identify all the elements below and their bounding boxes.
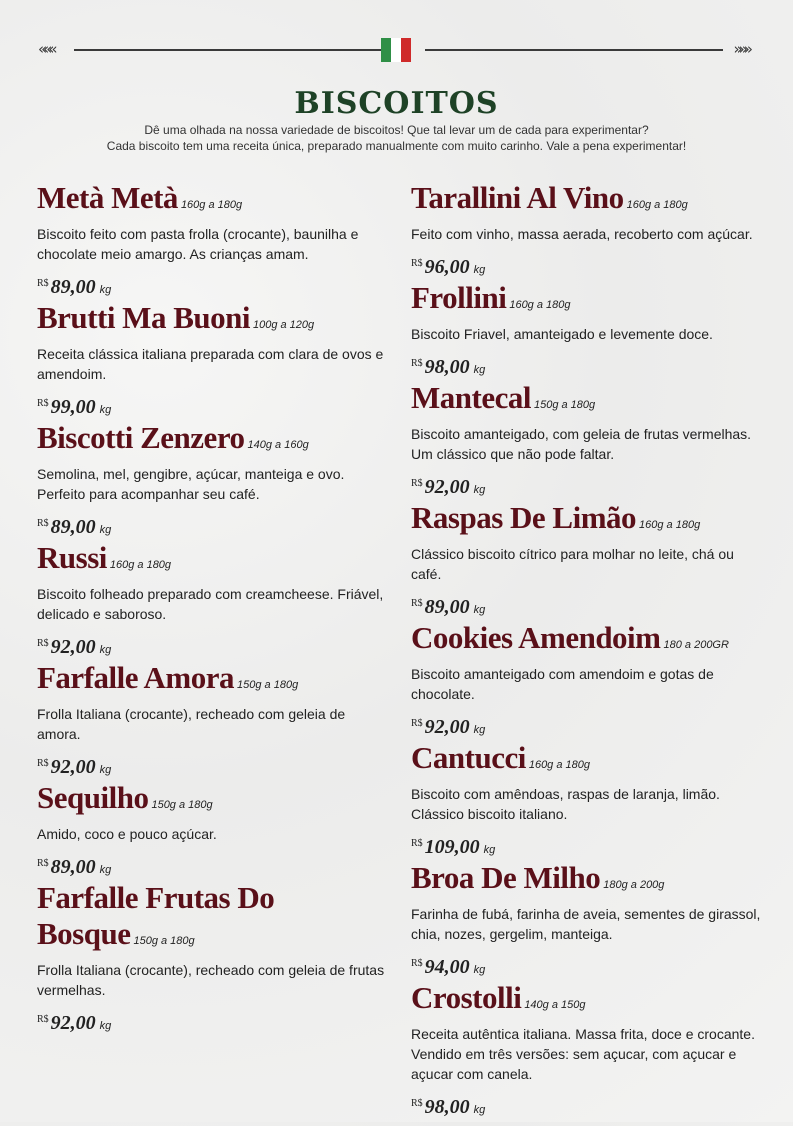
item-description: Biscoito Friavel, amanteigado e levemente doce.: [411, 326, 713, 342]
price-amount: 89,00: [50, 516, 96, 538]
price-amount: 98,00: [424, 1096, 470, 1118]
item-weight: 160g a 180g: [180, 199, 243, 211]
price-unit: kg: [99, 764, 112, 776]
item-name-text: Raspas De Limão: [411, 500, 637, 535]
menu-column-right: [411, 180, 761, 1120]
item-name: [411, 860, 761, 903]
currency-symbol: R$: [37, 638, 49, 649]
item-name: [411, 980, 761, 1023]
flag-red-stripe: [401, 38, 411, 62]
menu-item: [411, 860, 761, 980]
top-divider: [38, 38, 755, 62]
intro-line-2: Cada biscoito tem uma receita única, preparado manualmente com muito carinho. Vale a pena experimentar!: [106, 139, 687, 153]
menu-item: [411, 980, 761, 1120]
arrows-right-icon: »»»: [733, 40, 749, 58]
flag-white-stripe: [391, 38, 401, 62]
price-amount: 98,00: [424, 356, 470, 378]
item-description: Semolina, mel, gengibre, açúcar, manteiga e ovo. Perfeito para acompanhar seu café.: [37, 466, 345, 502]
price-unit: kg: [99, 524, 112, 536]
item-name: [411, 380, 761, 423]
item-price: [411, 828, 761, 860]
item-weight: 180g a 200g: [603, 879, 665, 891]
currency-symbol: R$: [37, 518, 49, 529]
price-unit: kg: [473, 1104, 486, 1116]
item-name-text: Farfalle Frutas Do Bosque: [37, 880, 275, 951]
price-amount: 92,00: [50, 1012, 96, 1034]
currency-symbol: R$: [37, 278, 49, 289]
item-name-text: Crostolli: [411, 980, 522, 1015]
menu-column-left: [37, 180, 387, 1036]
page-title: BISCOITOS: [294, 86, 499, 121]
item-description: Biscoito com amêndoas, raspas de laranja, limão. Clássico biscoito italiano.: [411, 786, 720, 822]
item-name: [411, 740, 761, 783]
price-unit: kg: [99, 404, 112, 416]
item-name: [37, 180, 387, 223]
item-name-text: Broa De Milho: [411, 860, 601, 895]
item-price: [37, 848, 387, 880]
price-amount: 89,00: [50, 276, 96, 298]
item-name: [37, 420, 387, 463]
flag-green-stripe: [381, 38, 391, 62]
item-description: Farinha de fubá, farinha de aveia, sementes de girassol, chia, nozes, gergelim, manteiga.: [411, 906, 761, 942]
arrows-left-icon: «««: [38, 40, 54, 58]
item-weight: 140g a 150g: [524, 999, 586, 1011]
item-price: [37, 628, 387, 660]
item-description: Feito com vinho, massa aerada, recoberto com açúcar.: [411, 226, 753, 242]
menu-item: [37, 780, 387, 880]
item-description: Biscoito folheado preparado com creamcheese. Friável, delicado e saboroso.: [37, 586, 384, 622]
currency-symbol: R$: [411, 598, 423, 609]
item-description: Clássico biscoito cítrico para molhar no leite, chá ou café.: [411, 546, 734, 582]
item-price: [37, 508, 387, 540]
item-description: Biscoito feito com pasta frolla (crocante), baunilha e chocolate meio amargo. As crianças amam.: [37, 226, 359, 262]
item-name: [411, 500, 761, 543]
price-unit: kg: [99, 1020, 112, 1032]
item-description: Receita clássica italiana preparada com clara de ovos e amendoim.: [37, 346, 384, 382]
price-amount: 92,00: [424, 716, 470, 738]
currency-symbol: R$: [37, 758, 49, 769]
item-description: Amido, coco e pouco açúcar.: [37, 826, 217, 842]
currency-symbol: R$: [411, 958, 423, 969]
currency-symbol: R$: [37, 1014, 49, 1025]
intro-text: [0, 122, 793, 154]
price-unit: kg: [473, 264, 486, 276]
price-amount: 92,00: [50, 636, 96, 658]
divider-line-left: [74, 49, 404, 51]
item-name-text: Russi: [37, 540, 107, 575]
item-description: Frolla Italiana (crocante), recheado com geleia de amora.: [37, 706, 346, 742]
item-description: Frolla Italiana (crocante), recheado com geleia de frutas vermelhas.: [37, 962, 385, 998]
price-unit: kg: [473, 724, 486, 736]
menu-item: [411, 740, 761, 860]
item-price: [37, 1004, 387, 1036]
item-weight: 160g a 180g: [509, 299, 571, 311]
menu-item: [37, 540, 387, 660]
price-unit: kg: [483, 844, 496, 856]
item-weight: 100g a 120g: [252, 319, 315, 331]
item-price: [411, 588, 761, 620]
price-amount: 94,00: [424, 956, 470, 978]
item-name-text: Mantecal: [411, 380, 531, 415]
price-unit: kg: [473, 484, 486, 496]
item-weight: 150g a 180g: [151, 799, 213, 811]
price-amount: 99,00: [50, 396, 96, 418]
item-description: Biscoito amanteigado com amendoim e gotas de chocolate.: [411, 666, 714, 702]
item-name-text: Frollini: [411, 280, 507, 315]
item-weight: 160g a 180g: [109, 559, 172, 571]
menu-item: [37, 660, 387, 780]
item-name: [37, 660, 387, 703]
item-price: [411, 248, 761, 280]
currency-symbol: R$: [37, 858, 49, 869]
currency-symbol: R$: [411, 258, 423, 269]
item-name: [411, 280, 761, 323]
menu-item: [411, 500, 761, 620]
item-name-text: Biscotti Zenzero: [37, 420, 245, 455]
item-name: [411, 620, 761, 663]
item-name: [37, 880, 387, 959]
price-amount: 96,00: [424, 256, 470, 278]
price-unit: kg: [99, 284, 112, 296]
divider-line-right: [425, 49, 723, 51]
item-description: Receita autêntica italiana. Massa frita, doce e crocante. Vendido em três versões: sem açucar, com açucar e açucar com canela.: [411, 1026, 755, 1082]
item-name: [37, 780, 387, 823]
menu-item: [37, 300, 387, 420]
menu-item: [37, 420, 387, 540]
price-amount: 92,00: [50, 756, 96, 778]
price-unit: kg: [99, 864, 112, 876]
intro-line-1: Dê uma olhada na nossa variedade de biscoitos! Que tal levar um de cada para experimentar?: [144, 123, 649, 137]
item-price: [37, 268, 387, 300]
item-price: [37, 748, 387, 780]
item-name-text: Metà Metà: [37, 180, 178, 215]
italian-flag-icon: [381, 38, 411, 62]
price-unit: kg: [473, 364, 486, 376]
item-name: [37, 540, 387, 583]
item-name-text: Tarallini Al Vino: [411, 180, 624, 215]
item-weight: 150g a 180g: [133, 935, 195, 947]
price-amount: 92,00: [424, 476, 470, 498]
menu-item: [411, 620, 761, 740]
item-price: [411, 468, 761, 500]
price-unit: kg: [473, 964, 486, 976]
menu-item: [37, 180, 387, 300]
item-weight: 150g a 180g: [533, 399, 596, 411]
item-name-text: Cookies Amendoim: [411, 620, 661, 655]
currency-symbol: R$: [411, 1098, 423, 1109]
menu-item: [37, 880, 387, 1036]
menu-item: [411, 280, 761, 380]
item-description: Biscoito amanteigado, com geleia de frutas vermelhas. Um clássico que não pode faltar.: [411, 426, 752, 462]
item-name: [411, 180, 761, 223]
currency-symbol: R$: [411, 478, 423, 489]
price-amount: 89,00: [424, 596, 470, 618]
item-price: [411, 948, 761, 980]
price-unit: kg: [473, 604, 486, 616]
item-weight: 150g a 180g: [237, 679, 299, 691]
item-name-text: Sequilho: [37, 780, 149, 815]
price-amount: 89,00: [50, 856, 96, 878]
item-weight: 180 a 200GR: [663, 639, 729, 651]
item-weight: 140g a 160g: [247, 439, 309, 451]
item-weight: 160g a 180g: [528, 759, 590, 771]
item-name: [37, 300, 387, 343]
price-unit: kg: [99, 644, 112, 656]
price-amount: 109,00: [424, 836, 480, 858]
item-price: [411, 1088, 761, 1120]
currency-symbol: R$: [411, 718, 423, 729]
menu-item: [411, 380, 761, 500]
item-name-text: Brutti Ma Buoni: [37, 300, 250, 335]
currency-symbol: R$: [411, 358, 423, 369]
item-weight: 160g a 180g: [639, 519, 701, 531]
menu-item: [411, 180, 761, 280]
currency-symbol: R$: [37, 398, 49, 409]
currency-symbol: R$: [411, 838, 423, 849]
item-price: [411, 348, 761, 380]
item-weight: 160g a 180g: [626, 199, 688, 211]
item-name-text: Farfalle Amora: [37, 660, 235, 695]
item-name-text: Cantucci: [411, 740, 526, 775]
item-price: [411, 708, 761, 740]
item-price: [37, 388, 387, 420]
page-header: [0, 86, 793, 154]
